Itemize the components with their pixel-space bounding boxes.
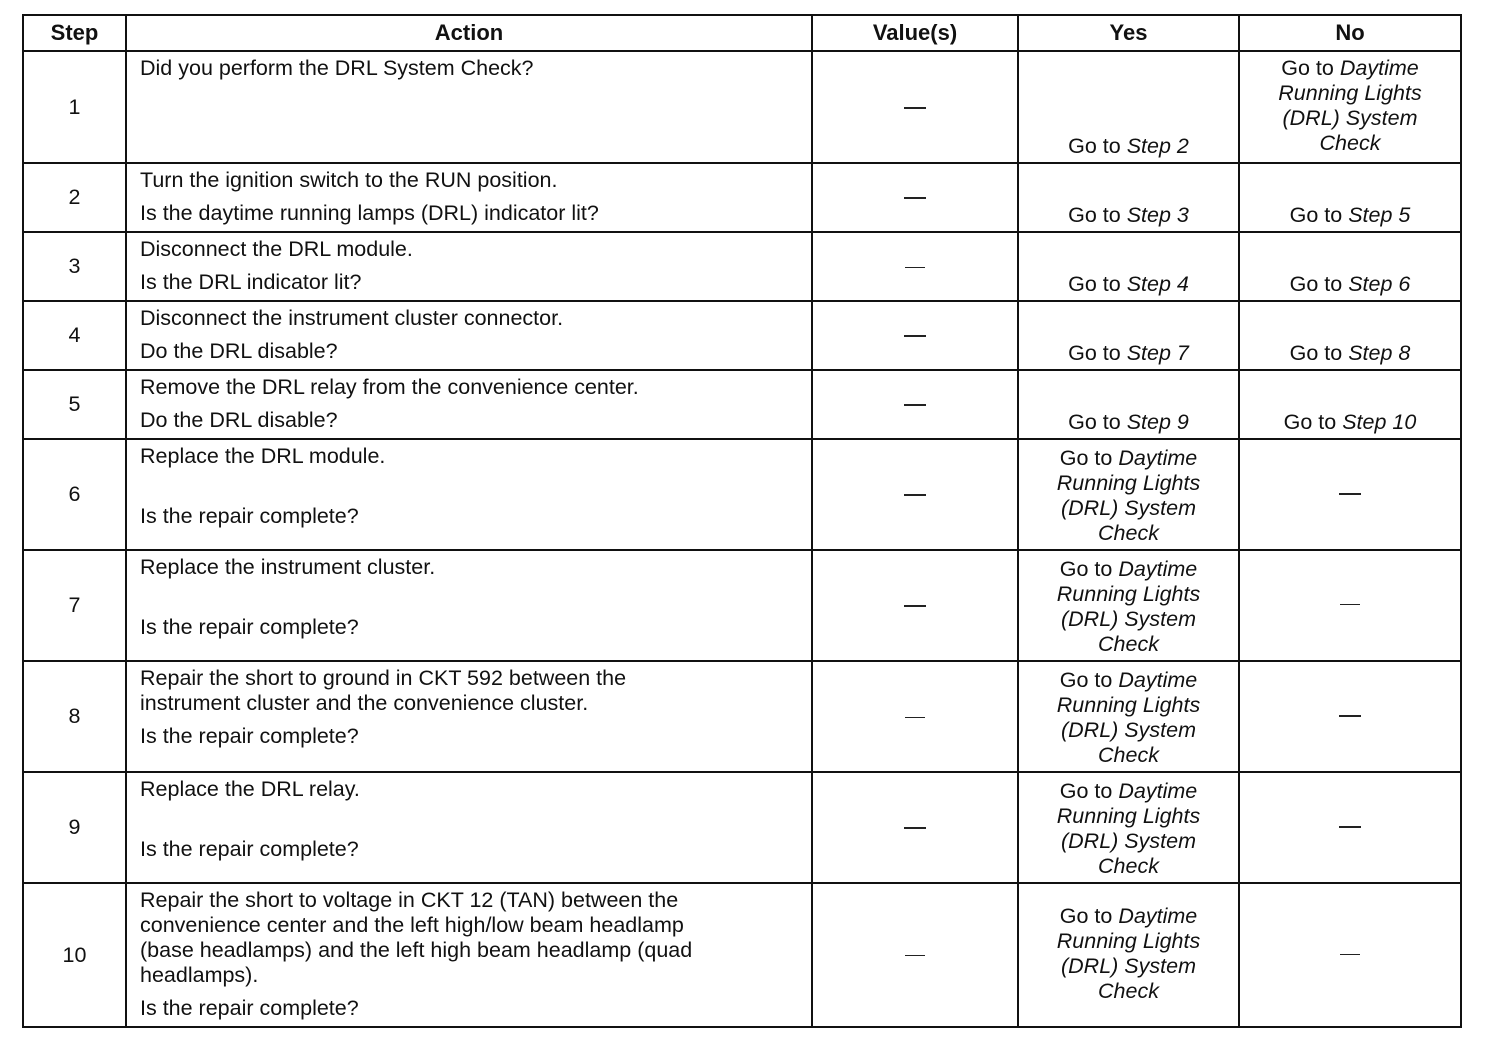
yes-cell <box>1018 439 1239 550</box>
action-cell <box>126 301 812 370</box>
yes-cell <box>1018 550 1239 661</box>
no-prefix: Go to <box>1289 272 1343 296</box>
value-cell <box>812 51 1018 163</box>
action-text: Replace the instrument cluster. <box>140 555 436 579</box>
action-cell <box>126 232 812 301</box>
yes-prefix: Go to <box>1068 341 1121 365</box>
dash-mark <box>905 717 925 718</box>
table-row <box>23 232 1461 301</box>
no-prefix: Go to <box>1289 341 1343 365</box>
yes-prefix: Go to <box>1068 203 1121 227</box>
yes-link[interactable]: Step 2 <box>1126 134 1189 158</box>
header-step: Step <box>23 15 126 51</box>
yes-cell <box>1018 51 1239 163</box>
yes-link[interactable]: Daytime Running Lights (DRL) System Check <box>1056 668 1201 767</box>
dash-mark <box>904 494 926 496</box>
yes-prefix: Go to <box>1068 134 1121 158</box>
yes-prefix: Go to <box>1068 410 1121 434</box>
step-number: 6 <box>23 439 126 550</box>
question-text: Is the repair complete? <box>140 837 359 861</box>
dash-mark <box>905 955 925 956</box>
no-cell <box>1239 439 1461 550</box>
step-number: 5 <box>23 370 126 439</box>
yes-link[interactable]: Daytime Running Lights (DRL) System Check <box>1056 446 1201 545</box>
value-cell <box>812 232 1018 301</box>
dash-mark <box>904 605 926 607</box>
action-cell <box>126 550 812 661</box>
action-cell <box>126 883 812 1027</box>
dash-mark <box>1340 604 1360 605</box>
question-text: Is the daytime running lamps (DRL) indicator lit? <box>140 201 599 225</box>
dash-mark <box>904 197 926 199</box>
value-cell <box>812 661 1018 772</box>
action-cell <box>126 163 812 232</box>
no-cell <box>1239 232 1461 301</box>
table-row <box>23 550 1461 661</box>
yes-link[interactable]: Daytime Running Lights (DRL) System Check <box>1056 903 1201 1003</box>
action-cell <box>126 439 812 550</box>
table-row <box>23 370 1461 439</box>
action-cell <box>126 51 812 163</box>
yes-prefix: Go to <box>1059 779 1113 803</box>
yes-cell <box>1018 661 1239 772</box>
yes-cell <box>1018 232 1239 301</box>
no-cell <box>1239 163 1461 232</box>
step-number: 10 <box>23 883 126 1027</box>
yes-link[interactable]: Step 7 <box>1126 341 1189 365</box>
action-cell <box>126 370 812 439</box>
header-row <box>23 15 1461 51</box>
no-link[interactable]: Step 10 <box>1342 410 1417 434</box>
yes-link[interactable]: Daytime Running Lights (DRL) System Check <box>1056 557 1201 656</box>
table-row <box>23 301 1461 370</box>
step-number: 2 <box>23 163 126 232</box>
yes-cell <box>1018 370 1239 439</box>
no-cell <box>1239 883 1461 1027</box>
value-cell <box>812 883 1018 1027</box>
yes-cell <box>1018 772 1239 883</box>
question-text: Is the repair complete? <box>140 504 359 528</box>
yes-prefix: Go to <box>1059 668 1113 692</box>
yes-cell <box>1018 163 1239 232</box>
no-cell <box>1239 370 1461 439</box>
table-row <box>23 51 1461 163</box>
table-row <box>23 883 1461 1027</box>
dash-mark <box>1339 715 1361 717</box>
no-prefix: Go to <box>1289 203 1343 227</box>
no-cell <box>1239 550 1461 661</box>
yes-link[interactable]: Daytime Running Lights (DRL) System Check <box>1056 779 1201 878</box>
value-cell <box>812 550 1018 661</box>
dash-mark <box>904 335 926 337</box>
no-cell <box>1239 51 1461 163</box>
dash-mark <box>904 107 926 109</box>
value-cell <box>812 370 1018 439</box>
header-value: Value(s) <box>812 15 1018 51</box>
action-cell <box>126 772 812 883</box>
action-text: Repair the short to voltage in CKT 12 (TAN) between the convenience center and the left high/low beam headlamp (base headlamps) and the left high beam headlamp (quad headlamps). <box>140 888 693 987</box>
no-cell <box>1239 301 1461 370</box>
yes-link[interactable]: Step 9 <box>1126 410 1189 434</box>
yes-link[interactable]: Step 4 <box>1126 272 1189 296</box>
question-text: Do the DRL disable? <box>140 408 338 432</box>
no-prefix: Go to <box>1283 410 1337 434</box>
header-no: No <box>1239 15 1461 51</box>
dash-mark <box>1339 826 1361 828</box>
action-text: Disconnect the instrument cluster connector. <box>140 306 564 330</box>
step-number: 7 <box>23 550 126 661</box>
table-row <box>23 772 1461 883</box>
question-text: Is the repair complete? <box>140 996 359 1020</box>
question-text: Is the DRL indicator lit? <box>140 270 362 294</box>
value-cell <box>812 772 1018 883</box>
table-row <box>23 439 1461 550</box>
action-text: Turn the ignition switch to the RUN position. <box>140 168 558 192</box>
step-number: 8 <box>23 661 126 772</box>
dash-mark <box>904 404 926 406</box>
no-cell <box>1239 661 1461 772</box>
action-text: Disconnect the DRL module. <box>140 237 413 261</box>
yes-cell <box>1018 883 1239 1027</box>
no-link[interactable]: Step 6 <box>1348 272 1411 296</box>
dash-mark <box>905 267 925 268</box>
yes-prefix: Go to <box>1059 446 1113 470</box>
question-text: Do the DRL disable? <box>140 339 338 363</box>
action-text: Repair the short to ground in CKT 592 between the instrument cluster and the convenience cluster. <box>140 666 627 715</box>
dash-mark <box>904 827 926 829</box>
dash-mark <box>1340 954 1360 955</box>
table-row <box>23 661 1461 772</box>
no-prefix: Go to <box>1281 56 1334 80</box>
no-link[interactable]: Daytime Running Lights (DRL) System Check <box>1278 56 1422 155</box>
yes-prefix: Go to <box>1068 272 1121 296</box>
step-number: 9 <box>23 772 126 883</box>
table-row <box>23 163 1461 232</box>
yes-prefix: Go to <box>1059 903 1113 928</box>
question-text: Is the repair complete? <box>140 724 359 748</box>
header-yes: Yes <box>1018 15 1239 51</box>
no-cell <box>1239 772 1461 883</box>
yes-cell <box>1018 301 1239 370</box>
value-cell <box>812 301 1018 370</box>
yes-prefix: Go to <box>1059 557 1113 581</box>
dash-mark <box>1339 493 1361 495</box>
no-link[interactable]: Step 8 <box>1348 341 1411 365</box>
action-text: Did you perform the DRL System Check? <box>140 56 534 80</box>
action-cell <box>126 661 812 772</box>
yes-link[interactable]: Step 3 <box>1126 203 1189 227</box>
action-text: Remove the DRL relay from the convenience center. <box>140 375 639 399</box>
diagnostic-table <box>22 14 1462 1028</box>
value-cell <box>812 163 1018 232</box>
step-number: 1 <box>23 51 126 163</box>
step-number: 3 <box>23 232 126 301</box>
question-text: Is the repair complete? <box>140 615 359 639</box>
no-link[interactable]: Step 5 <box>1348 203 1411 227</box>
action-text: Replace the DRL relay. <box>140 777 360 801</box>
header-action: Action <box>126 15 812 51</box>
action-text: Replace the DRL module. <box>140 444 386 468</box>
value-cell <box>812 439 1018 550</box>
step-number: 4 <box>23 301 126 370</box>
